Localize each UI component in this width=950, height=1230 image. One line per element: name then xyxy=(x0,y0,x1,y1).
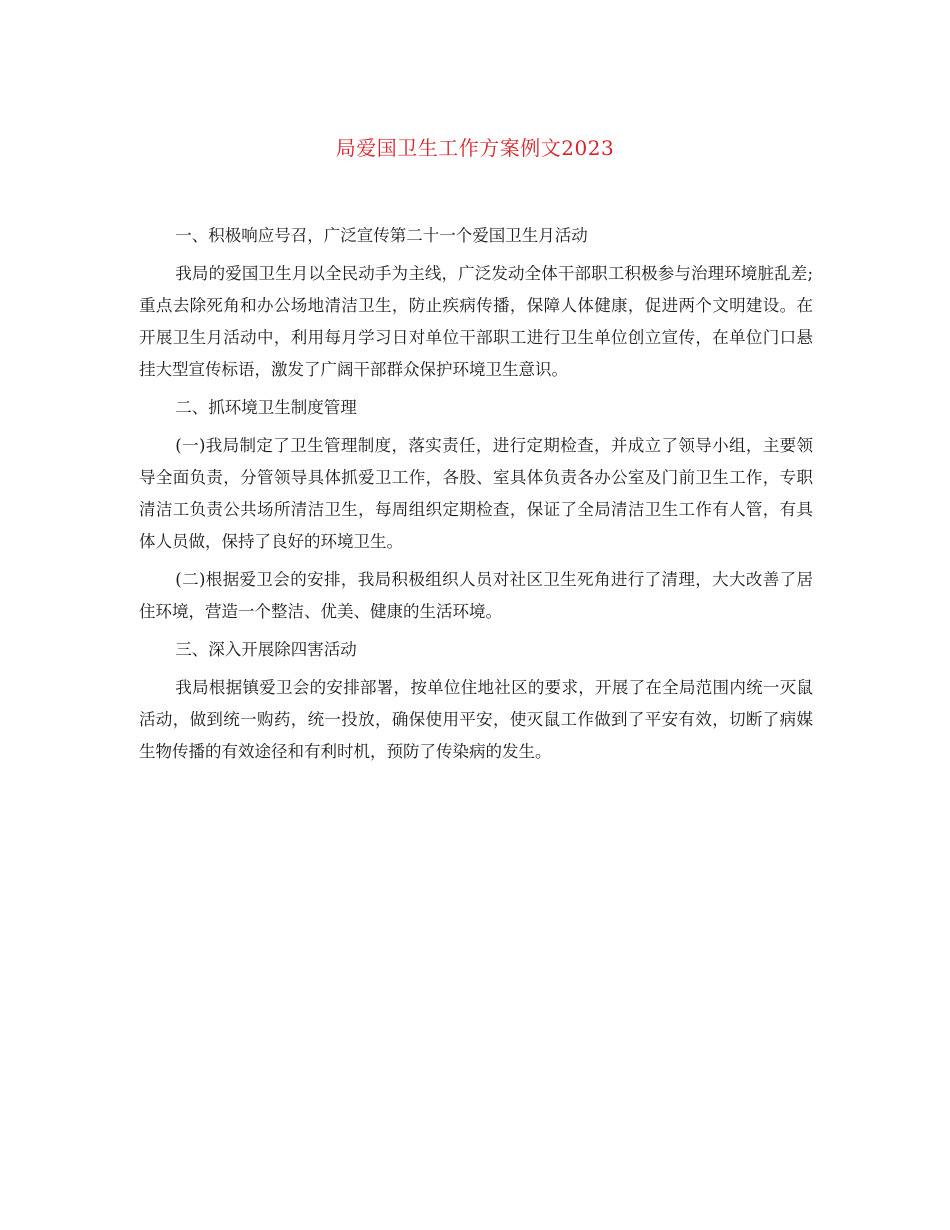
paragraph-2-1: (一)我局制定了卫生管理制度，落实责任，进行定期检查，并成立了领导小组，主要领导全面负责，分管领导具体抓爱卫工作，各股、室具体负责各办公室及门前卫生工作，专职清洁工负责公共场所清洁卫生，每周组织定期检查，保证了全局清洁卫生工作有人管，有具体人员做，保持了良好的环境卫生。 xyxy=(139,436,813,551)
paragraph-3: 我局根据镇爱卫会的安排部署，按单位住地社区的要求，开展了在全局范围内统一灭鼠活动，做到统一购药，统一投放，确保使用平安，使灭鼠工作做到了平安有效，切断了病媒生物传播的有效途径和有利时机，预防了传染病的发生。 xyxy=(139,678,813,761)
document-body xyxy=(139,220,813,774)
document-title: 局爱国卫生工作方案例文2023 xyxy=(335,136,615,160)
section-heading-1: 一、积极响应号召，广泛宣传第二十一个爱国卫生月活动 xyxy=(175,226,588,245)
paragraph-2-2: (二)根据爱卫会的安排，我局积极组织人员对社区卫生死角进行了清理，大大改善了居住环境，营造一个整洁、优美、健康的生活环境。 xyxy=(139,570,813,621)
paragraph-1: 我局的爱国卫生月以全民动手为主线，广泛发动全体干部职工积极参与治理环境脏乱差;重点去除死角和办公场地清洁卫生，防止疾病传播，保障人体健康，促进两个文明建设。在开展卫生月活动中，利用每月学习日对单位干部职工进行卫生单位创立宣传，在单位门口悬挂大型宣传标语，激发了广阔干部群众保护环境卫生意识。 xyxy=(139,264,813,379)
section-heading-2: 二、抓环境卫生制度管理 xyxy=(175,398,357,417)
section-heading-3: 三、深入开展除四害活动 xyxy=(175,640,357,659)
